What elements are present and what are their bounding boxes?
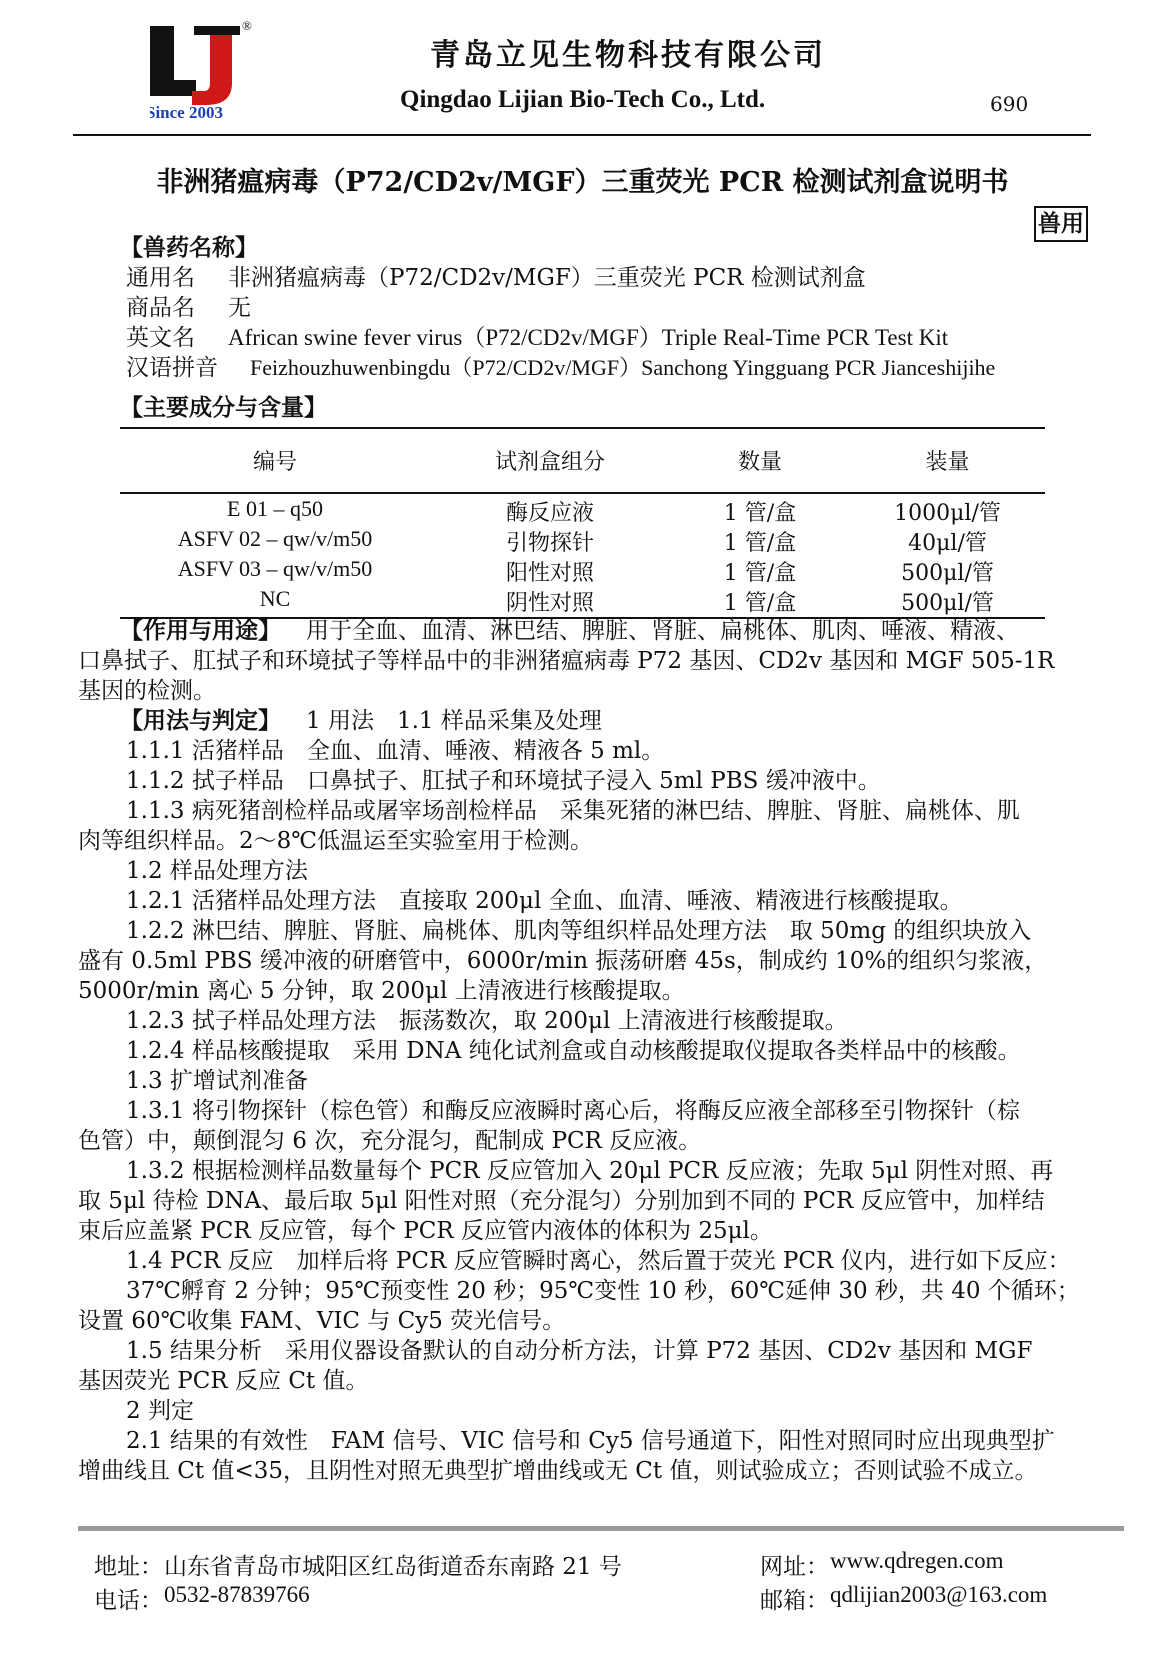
table-header-component: 试剂盒组分 [494, 450, 605, 475]
cell-component: 酶反应液 [505, 501, 594, 526]
method-line: 设置 60℃收集 FAM、VIC 与 Cy5 荧光信号。 [78, 1308, 566, 1334]
footer-address-label: 地址： [94, 1554, 163, 1580]
table-header-volume: 装量 [925, 450, 970, 475]
logo-since-text: Since 2003 [150, 103, 223, 122]
footer-web-link[interactable]: www.qdregen.com [830, 1548, 1004, 1573]
cell-volume: 500μl/管 [901, 591, 994, 616]
method-line: 色管）中，颠倒混匀 6 次，充分混匀，配制成 PCR 反应液。 [78, 1128, 702, 1154]
logo-mark-icon [150, 14, 260, 124]
cell-quantity: 1 管/盒 [723, 501, 797, 526]
cell-volume: 1000μl/管 [894, 501, 1001, 526]
section-heading-usage: 【作用与用途】 [120, 618, 281, 644]
method-line: 1.1.1 活猪样品 全血、血清、唾液、精液各 5 ml。 [126, 738, 665, 764]
method-line: 束后应盖紧 PCR 反应管，每个 PCR 反应管内液体的体积为 25μl。 [78, 1218, 773, 1244]
cell-id: E 01 – q50 [227, 496, 323, 521]
method-line: 5000r/min 离心 5 分钟，取 200μl 上清液进行核酸提取。 [78, 978, 685, 1004]
footer-tel: 0532-87839766 [164, 1582, 310, 1607]
method-line: 增曲线且 Ct 值<35，且阴性对照无典型扩增曲线或无 Ct 值，则试验成立；否则试验不成立。 [78, 1458, 1038, 1484]
method-line: 1.1.2 拭子样品 口鼻拭子、肛拭子和环境拭子浸入 5ml PBS 缓冲液中。 [126, 768, 881, 794]
table-header-quantity: 数量 [737, 450, 782, 475]
section-heading-components: 【主要成分与含量】 [120, 395, 327, 421]
method-line: 1.3 扩增试剂准备 [126, 1068, 308, 1094]
table-header-rule [120, 492, 1045, 494]
method-line: 2.1 结果的有效性 FAM 信号、VIC 信号和 Cy5 信号通道下，阳性对照同时应出现典型扩 [126, 1428, 1055, 1454]
name-row-pinyin-value: Feizhouzhuwenbingdu（P72/CD2v/MGF）Sanchong Yingguang PCR Jianceshijihe [250, 355, 996, 380]
name-row-generic-label: 通用名 [126, 265, 195, 291]
footer-mail-label: 邮箱： [760, 1588, 829, 1614]
name-row-trade-label: 商品名 [126, 295, 195, 321]
cell-quantity: 1 管/盒 [723, 591, 797, 616]
company-logo [150, 14, 260, 124]
cell-volume: 40μl/管 [908, 531, 987, 556]
usage-line: 口鼻拭子、肛拭子和环境拭子等样品中的非洲猪瘟病毒 P72 基因、CD2v 基因和 MGF 505-1R [78, 648, 1055, 674]
footer-address: 山东省青岛市城阳区红岛街道岙东南路 21 号 [164, 1554, 622, 1580]
cell-quantity: 1 管/盒 [723, 531, 797, 556]
section-heading-names: 【兽药名称】 [120, 235, 258, 261]
cell-volume: 500μl/管 [901, 561, 994, 586]
company-name-cn: 青岛立见生物科技有限公司 [430, 38, 826, 73]
name-row-pinyin-label: 汉语拼音 [126, 355, 218, 381]
page-number: 690 [990, 92, 1029, 116]
method-line: 1.2 样品处理方法 [126, 858, 308, 884]
header-divider [73, 134, 1091, 136]
table-top-rule [120, 427, 1045, 429]
logo-registered-mark: ® [242, 18, 252, 33]
method-line: 1.3.1 将引物探针（棕色管）和酶反应液瞬时离心后，将酶反应液全部移至引物探针（棕 [126, 1098, 1020, 1124]
method-line: 取 5μl 待检 DNA、最后取 5μl 阳性对照（充分混匀）分别加到不同的 PCR 反应管中，加样结 [78, 1188, 1045, 1214]
name-row-english-value: African swine fever virus（P72/CD2v/MGF）Triple Real-Time PCR Test Kit [228, 325, 949, 350]
method-subheading: 1 用法 1.1 样品采集及处理 [306, 708, 602, 734]
veterinary-badge: 兽用 [1034, 206, 1088, 242]
footer-divider [78, 1526, 1124, 1531]
method-line: 1.1.3 病死猪剖检样品或屠宰场剖检样品 采集死猪的淋巴结、脾脏、肾脏、扁桃体、肌 [126, 798, 1020, 824]
table-header-id: 编号 [252, 450, 297, 475]
method-line: 盛有 0.5ml PBS 缓冲液的研磨管中，6000r/min 振荡研磨 45s，制成约 10%的组织匀浆液， [78, 948, 1048, 974]
cell-id: ASFV 02 – qw/v/m50 [177, 526, 373, 551]
cell-component: 引物探针 [505, 531, 594, 556]
footer-mail-link[interactable]: qdlijian2003@163.com [830, 1582, 1048, 1607]
section-heading-method: 【用法与判定】 [120, 708, 281, 734]
cell-component: 阴性对照 [505, 591, 594, 616]
cell-id: NC [259, 586, 291, 611]
name-row-english-label: 英文名 [126, 325, 195, 351]
method-line: 基因荧光 PCR 反应 Ct 值。 [78, 1368, 369, 1394]
method-line: 1.2.3 拭子样品处理方法 振荡数次，取 200μl 上清液进行核酸提取。 [126, 1008, 848, 1034]
name-row-trade-value: 无 [228, 295, 251, 321]
cell-quantity: 1 管/盒 [723, 561, 797, 586]
cell-component: 阳性对照 [505, 561, 594, 586]
method-line: 1.5 结果分析 采用仪器设备默认的自动分析方法，计算 P72 基因、CD2v 基因和 MGF [126, 1338, 1033, 1364]
method-line: 37℃孵育 2 分钟；95℃预变性 20 秒；95℃变性 10 秒，60℃延伸 30 秒，共 40 个循环； [126, 1278, 1080, 1304]
usage-line: 基因的检测。 [78, 678, 216, 704]
method-line: 肉等组织样品。2～8℃低温运至实验室用于检测。 [78, 828, 593, 854]
method-line: 1.4 PCR 反应 加样后将 PCR 反应管瞬时离心，然后置于荧光 PCR 仪内，进行如下反应： [126, 1248, 1071, 1274]
cell-id: ASFV 03 – qw/v/m50 [177, 556, 373, 581]
usage-line: 用于全血、血清、淋巴结、脾脏、肾脏、扁桃体、肌肉、唾液、精液、 [306, 618, 1019, 644]
name-row-generic-value: 非洲猪瘟病毒（P72/CD2v/MGF）三重荧光 PCR 检测试剂盒 [228, 265, 866, 291]
method-line: 1.2.1 活猪样品处理方法 直接取 200μl 全血、血清、唾液、精液进行核酸提取。 [126, 888, 963, 914]
method-line: 1.3.2 根据检测样品数量每个 PCR 反应管加入 20μl PCR 反应液；先取 5μl 阴性对照、再 [126, 1158, 1054, 1184]
method-line: 1.2.4 样品核酸提取 采用 DNA 纯化试剂盒或自动核酸提取仪提取各类样品中的核酸。 [126, 1038, 1021, 1064]
footer-tel-label: 电话： [94, 1588, 163, 1614]
method-line: 1.2.2 淋巴结、脾脏、肾脏、扁桃体、肌肉等组织样品处理方法 取 50mg 的组织块放入 [126, 918, 1032, 944]
document-title: 非洲猪瘟病毒（P72/CD2v/MGF）三重荧光 PCR 检测试剂盒说明书 [156, 167, 1009, 198]
method-line: 2 判定 [126, 1398, 194, 1424]
company-name-en: Qingdao Lijian Bio-Tech Co., Ltd. [400, 86, 766, 113]
footer-web-label: 网址： [760, 1554, 829, 1580]
